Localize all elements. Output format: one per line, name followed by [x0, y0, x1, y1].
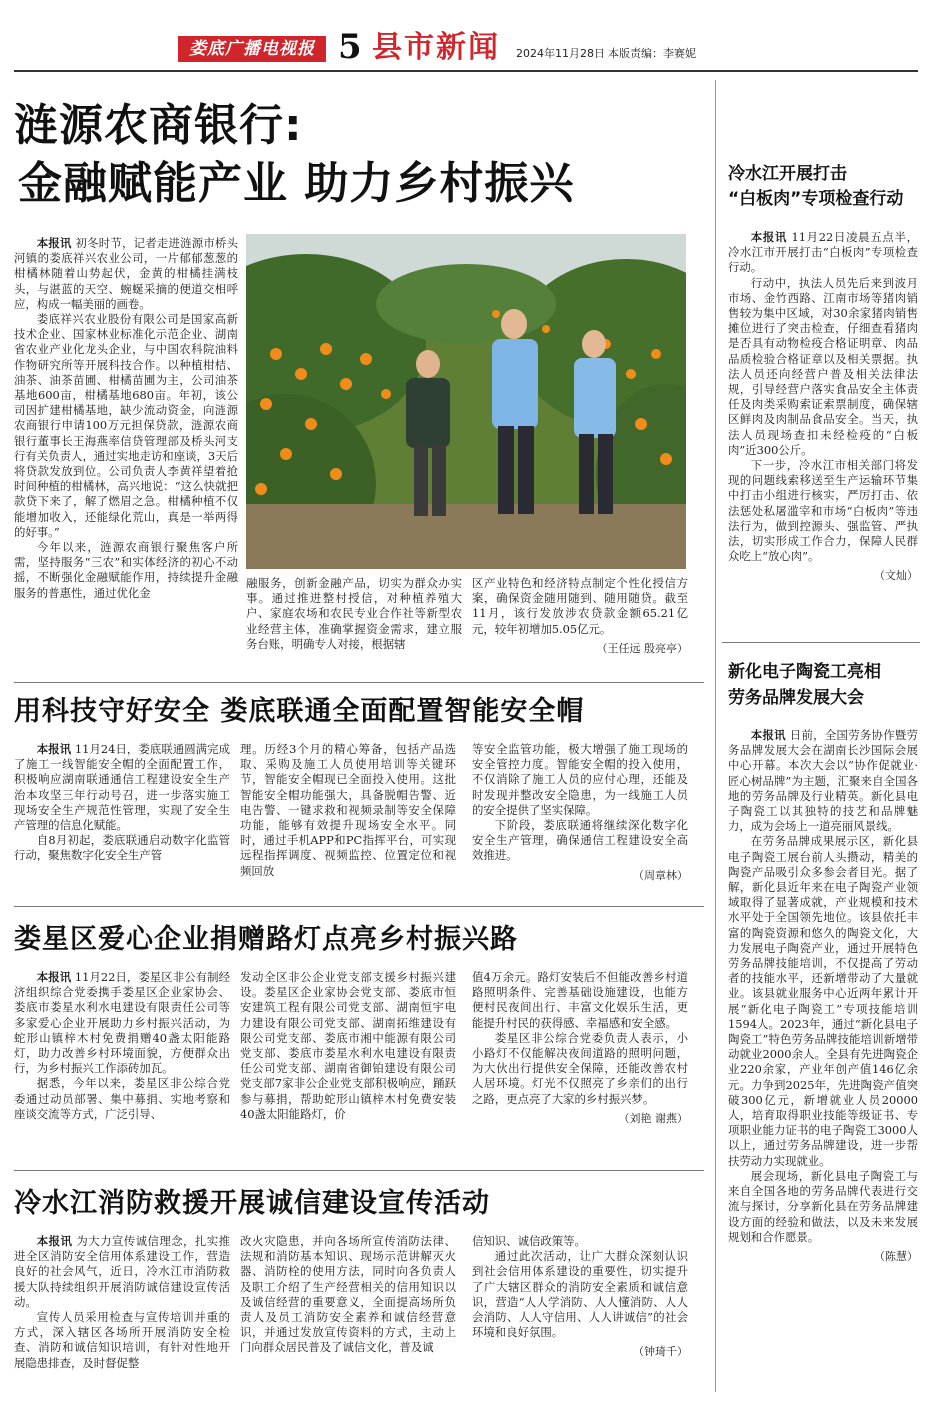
article1-column-3 [472, 576, 688, 656]
sidebar1-para: 11月22日凌晨五点半，冷水江市开展打击“白板肉”专项检查行动。 [728, 230, 918, 275]
article2-title: 用科技守好安全 娄底联通全面配置智能安全帽 [14, 696, 585, 727]
article3-column-2 [240, 970, 456, 1122]
article3-para: 11月22日，娄星区非公有制经济组织综合党委携手娄星区企业家协会、娄底市娄星水利水电建设有限责任公司等多家爱心企业开展助力乡村振兴活动，为蛇形山镇梓木村免费捐赠40盏太阳能路灯，助力改善乡村环境面貌，方便群众出行，为乡村振兴工作添砖加瓦。 [14, 970, 230, 1076]
article3-byline: （刘艳 谢燕） [618, 1111, 688, 1125]
header-rule [14, 70, 918, 72]
article1-column-2 [246, 576, 462, 652]
issue-date: 2024年11月28日 [516, 47, 605, 60]
sidebar2-body [728, 728, 918, 1264]
article4-para: 为大力宣传诚信理念，扎实推进全区消防安全信用体系建设工作，营造良好的社会风气，近日，冷水江市消防救援大队持续组织开展消防诚信建设宣传活动。 [14, 1234, 230, 1309]
article2-para: 下阶段，娄底联通将继续深化数字化安全生产管理，确保通信工程建设安全高效推进。 [472, 818, 688, 863]
article4-column-3 [472, 1234, 688, 1360]
article1-photo-orchard [246, 234, 686, 569]
article4-byline: （钟琦千） [633, 1345, 688, 1359]
sidebar2-byline: （陈慧） [874, 1249, 918, 1263]
article2-byline: （周章林） [633, 868, 688, 882]
article4-column-2 [240, 1234, 456, 1356]
article3-para: 发动全区非公企业党支部支援乡村振兴建设。娄星区企业家协会党支部、娄底市恒安建筑工程有限公司党支部、湖南恒宇电力建设有限公司党支部、湖南拓维建设有限公司党支部、娄底市湘中能源有限公司党支部、娄底市娄星水利水电建设有限责任公司党支部、湖南省御铂建设有限公司党支部7家非公企业党支部积极响应，踊跃参与募捐，帮助蛇形山镇梓木村免费安装40盏太阳能路灯，价 [240, 970, 456, 1121]
article1-column-1 [14, 236, 238, 601]
sidebar1-para: 行动中，执法人员先后来到波月市场、金竹西路、江南市场等猪肉销售较为集中区域，对30余家猪肉销售摊位进行了突击检查，仔细查看猪肉是否具有动物检疫合格证明章、肉品品质检验合格证章以及相关票据。执法人员还向经营户普及相关法律法规，引导经营户落实食品安全主体责任及肉类采购索证索票制度，确保辖区鲜肉及肉制品食品安全。当天，执法人员现场查扣未经检疫的“白板肉”近300公斤。 [728, 275, 918, 457]
sidebar2-para: 日前，全国劳务协作暨劳务品牌发展大会在湖南长沙国际会展中心开幕。本次大会以“协作促就业·匠心树品牌”为主题，汇聚来自全国各地的劳务品牌及行业精英。新化县电子陶瓷工以其独特的技艺和品牌魅力，成为会场上一道亮丽风景线。 [728, 728, 918, 834]
article1-para: 区产业特色和经济特点制定个性化授信方案，确保资金随用随到、随用随贷。截至11月，该行发放涉农贷款金额65.21亿元，较年初增加5.05亿元。 [472, 576, 688, 636]
article4-lead: 本报讯 [36, 1234, 73, 1248]
article3-para: 据悉，今年以来，娄星区非公综合党委通过动员部署、集中募捐、实地考察和座谈交流等方式，广泛引导、 [14, 1076, 230, 1121]
sidebar1-title-line1: 冷水江开展打击 [728, 164, 847, 184]
sidebar2-title-line2: 劳务品牌发展大会 [728, 688, 864, 708]
article3-para: 值4万余元。路灯安装后不但能改善乡村道路照明条件、完善基础设施建设，也能方便村民夜间出行、丰富文化娱乐生活，更能提升村民的获得感、幸福感和安全感。 [472, 970, 688, 1030]
article2-column-1 [14, 742, 230, 864]
article1-para: 今年以来，涟源农商银行聚焦客户所需，坚持服务“三农”和实体经济的初心不动摇，不断强化金融赋能作用，持续提升金融服务的普惠性，通过优化金 [14, 540, 238, 600]
article2-lead: 本报讯 [36, 742, 72, 756]
article3-column-1 [14, 970, 230, 1122]
article4-para: 宣传人员采用检查与宣传培训并重的方式，深入辖区各场所开展消防安全检查、消防和诚信知识培训，有针对性地开展隐患排查，及时督促整 [14, 1310, 230, 1370]
sidebar1-title-line2: “白板肉”专项检查行动 [728, 189, 904, 209]
article3-column-3 [472, 970, 688, 1126]
article2-para: 等安全监管功能，极大增强了施工现场的安全管控力度。智能安全帽的投入使用，不仅消除了施工人员的应付心理，还能及时发现并整改安全隐患，为一线施工人员的安全提供了坚实保障。 [472, 742, 688, 817]
column-divider [715, 80, 716, 1392]
section-title: 县市新闻 [372, 30, 500, 65]
article4-title: 冷水江消防救援开展诚信建设宣传活动 [14, 1188, 490, 1219]
page-editor: 本版责编：李赛妮 [608, 47, 696, 60]
article2-column-3 [472, 742, 688, 883]
article1-title-line2: 金融赋能产业 助力乡村振兴 [18, 158, 575, 209]
sidebar1-body [728, 230, 918, 584]
article-separator [14, 682, 704, 683]
sidebar1-para: 下一步，冷水江市相关部门将发现的问题线索移送至生产运输环节集中打击小组进行核实，严厉打击、依法惩处私屠滥宰和市场“白板肉”等违法行为，做到控源头、强监管、严执法，切实形成工作合力，保障人民群众吃上“放心肉”。 [728, 458, 918, 564]
page-number: 5 [338, 27, 362, 67]
article3-lead: 本报讯 [36, 970, 72, 984]
article3-title: 娄星区爱心企业捐赠路灯点亮乡村振兴路 [14, 924, 518, 955]
article3-para: 娄星区非公综合党委负责人表示，小小路灯不仅能解决夜间道路的照明问题，为大伙出行提供安全保障，还能改善农村人居环境。灯光不仅照亮了乡亲们的出行之路，更点亮了大家的乡村振兴梦。 [472, 1030, 688, 1106]
sidebar2-para: 在劳务品牌成果展示区，新化县电子陶瓷工展台前人头攒动，精美的陶瓷产品吸引众多参会者目光。据了解，新化县近年来在电子陶瓷产业领域取得了显著成就，产业规模和技术水平处于全国领先地位。该县依托丰富的陶瓷资源和悠久的陶瓷文化，大力发展电子陶瓷产业，通过开展特色劳务品牌技能培训，不仅提高了劳动者的技能水平，还新增带动了大量就业。该县就业服务中心近两年累计开展“新化电子陶瓷工”专项技能培训1594人。2023年，通过“新化县电子陶瓷工”特色劳务品牌技能培训新增带动就业2000余人。全县有先进陶瓷企业220余家，产业年创产值146亿余元。力争到2025年，先进陶瓷产值突破300亿元，新增就业人员20000人，培育取得职业技能等级证书、专项职业能力证书的电子陶瓷工3000人以上，通过劳务品牌建设，进一步帮扶劳动力实现就业。 [728, 834, 918, 1168]
article1-byline: （王任远 殷亮亭） [596, 641, 688, 655]
article2-para: 自8月初起，娄底联通启动数字化监管行动，聚焦数字化安全生产管 [14, 833, 230, 863]
newspaper-logo: 娄底广播电视报 [178, 36, 326, 62]
article4-para: 通过此次活动，让广大群众深刻认识到社会信用体系建设的重要性，切实提升了广大辖区群众的消防安全素质和诚信意识，营造“人人学消防、人人懂消防、人人会消防、人人守信用、人人讲诚信”的社会环境和良好氛围。 [472, 1249, 688, 1340]
sidebar1-byline: （文灿） [874, 569, 918, 583]
sidebar2-para: 展会现场，新化县电子陶瓷工与来自全国各地的劳务品牌代表进行交流与探讨，分享新化县在劳务品牌建设方面的经验和做法，以及未来发展规划和合作愿景。 [728, 1168, 918, 1244]
article4-para: 信知识、诚信政策等。 [472, 1234, 586, 1248]
article1-lead: 本报讯 [36, 236, 72, 250]
article2-para: 11月24日，娄底联通圆满完成了施工一线智能安全帽的全面配置工作，积极响应湖南联通通信工程建设安全生产治本攻坚三年行动号召，进一步落实施工现场安全生产规范性管理，实现了安全生产管理的信息化赋能。 [14, 742, 230, 833]
article2-para: 理。历经3个月的精心筹备，包括产品选取、采购及施工人员使用培训等关键环节，智能安全帽现已全面投入使用。这批智能安全帽功能强大，具备脱帽告警、近电告警、一键求救和视频录制等安全保障功能，能够有效提升现场安全水平。同时，通过手机APP和PC指挥平台，可实现远程指挥调度、视频监控、位置定位和视频回放 [240, 742, 456, 878]
article-separator [14, 1170, 704, 1171]
article1-para: 娄底祥兴农业股份有限公司是国家高新技术企业、国家林业标准化示范企业、湖南省农业产业化龙头企业，与中国农科院油料作物研究所等开展科技合作。以种植柑桔、油茶、油茶苗圃、柑橘苗圃为主，公司油茶基地600亩，柑橘基地680亩。年初，该公司因扩建柑橘基地，缺少流动资金，向涟源农商银行申请100万元担保贷款，涟源农商银行董事长王海燕率信贷管理部及桥头河支行有关负责人，通过实地走访和座谈，3天后将贷款发放到位。公司负责人李黄祥望着抢时间种植的柑橘林，高兴地说：“这么快就把款贷下来了，解了燃眉之急。柑橘种植不仅能增加收入，还能绿化荒山，真是一举两得的好事。” [14, 312, 238, 539]
sidebar2-title-line1: 新化电子陶瓷工亮相 [728, 662, 881, 682]
article4-column-1 [14, 1234, 230, 1371]
sidebar1-lead: 本报讯 [750, 230, 788, 244]
article-separator [722, 642, 920, 643]
article1-para: 融服务，创新金融产品，切实为群众办实事。通过推进整村授信，对种植养殖大户、家庭农场和农民专业合作社等新型农业经营主体，准确掌握资金需求，建立服务台账，明确专人对接，根据辖 [246, 576, 462, 651]
article1-title-line1: 涟源农商银行: [14, 100, 303, 151]
article-separator [14, 906, 704, 907]
article4-para: 改火灾隐患，并向各场所宣传消防法律、法规和消防基本知识、现场示范讲解灭火器、消防栓的使用方法，同时向各负责人及职工介绍了生产经营相关的信用知识以及诚信经营的重要意义，全面提高场所负责人及员工消防安全素养和诚信经营意识，并通过发放宣传资料的方式，主动上门向群众居民普及了诚信文化，普及诚 [240, 1234, 456, 1355]
sidebar2-lead: 本报讯 [750, 728, 786, 742]
article2-column-2 [240, 742, 456, 879]
article1-para: 初冬时节，记者走进涟源市桥头河镇的娄底祥兴农业公司，一片郁郁葱葱的柑橘林随着山势起伏，金黄的柑橘挂满枝头，与湛蓝的天空、蜿蜒采摘的便道交相呼应，构成一幅美丽的画卷。 [14, 236, 238, 311]
